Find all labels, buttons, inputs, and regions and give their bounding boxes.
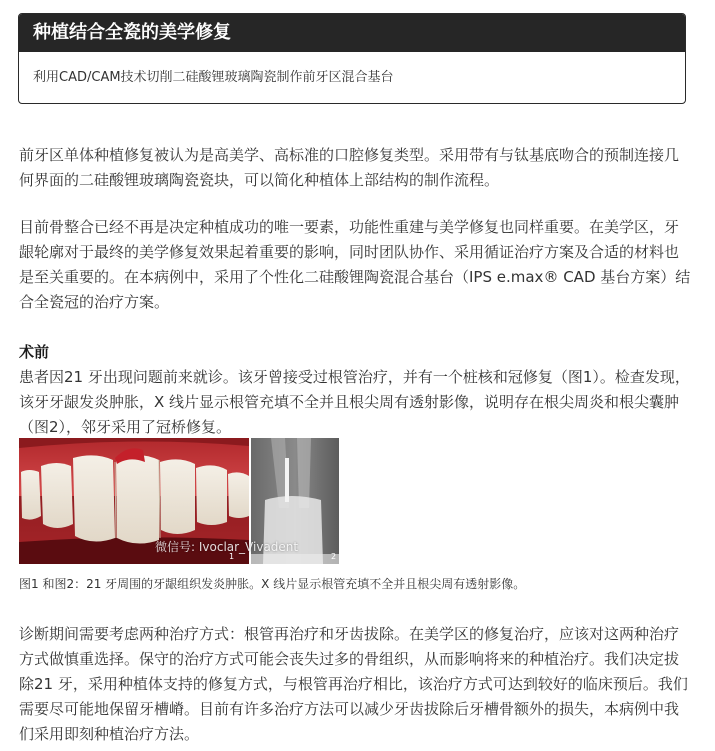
- article-header-box: [18, 13, 686, 104]
- wechat-watermark: 微信号: Ivoclar_Vivadent: [155, 540, 299, 554]
- article-subtitle: 利用CAD/CAM技术切削二硅酸锂玻璃陶瓷制作前牙区混合基台: [33, 70, 394, 85]
- intro-paragraph: 前牙区单体种植修复被认为是高美学、高标准的口腔修复类型。采用带有与钛基底吻合的预制连接几何界面的二硅酸锂玻璃陶瓷瓷块，可以简化种植体上部结构的制作流程。: [19, 146, 680, 189]
- figure-caption: 图1 和图2：21 牙周围的牙龈组织发炎肿胀。X 线片显示根管充填不全并且根尖周有透射影像。: [19, 577, 526, 591]
- background-paragraph: 目前骨整合已经不再是决定种植成功的唯一要素，功能性重建与美学修复也同样重要。在美学区，牙龈轮廓对于最终的美学修复效果起着重要的影响，同时团队协作、采用循证治疗方案及合适的材料也是至关重要的。在本病例中，采用了个性化二硅酸锂陶瓷混合基台（IPS e.max® CAD 基台方案）结合全瓷冠的治疗方案。: [19, 218, 691, 311]
- case-paragraph: 患者因21 牙出现问题前来就诊。该牙曾接受过根管治疗，并有一个桩核和冠修复（图1）。检查发现，该牙牙龈发炎肿胀，X 线片显示根管充填不全并且根尖周有透射影像，说明存在根尖周炎和根尖囊肿（图2），邻牙采用了冠桥修复。: [19, 368, 690, 436]
- section-heading-preop: 术前: [19, 343, 50, 361]
- article-title: 种植结合全瓷的美学修复: [19, 14, 685, 52]
- clinical-figure: [19, 438, 341, 564]
- diagnosis-paragraph: 诊断期间需要考虑两种治疗方式：根管再治疗和牙齿拔除。在美学区的修复治疗，应该对这两种治疗方式做慎重选择。保守的治疗方式可能会丧失过多的骨组织，从而影响将来的种植治疗。我们决定拔除21 牙，采用种植体支持的修复方式，与根管再治疗相比，该治疗方式可达到较好的临床预后。我们需要尽可能地保留牙槽嵴。目前有许多治疗方法可以减少牙齿拔除后牙槽骨额外的损失，本病例中我们采用即刻种植治疗方法。: [19, 625, 688, 743]
- figure-label-1: 1: [229, 552, 235, 561]
- figure-label-2: 2: [331, 552, 337, 561]
